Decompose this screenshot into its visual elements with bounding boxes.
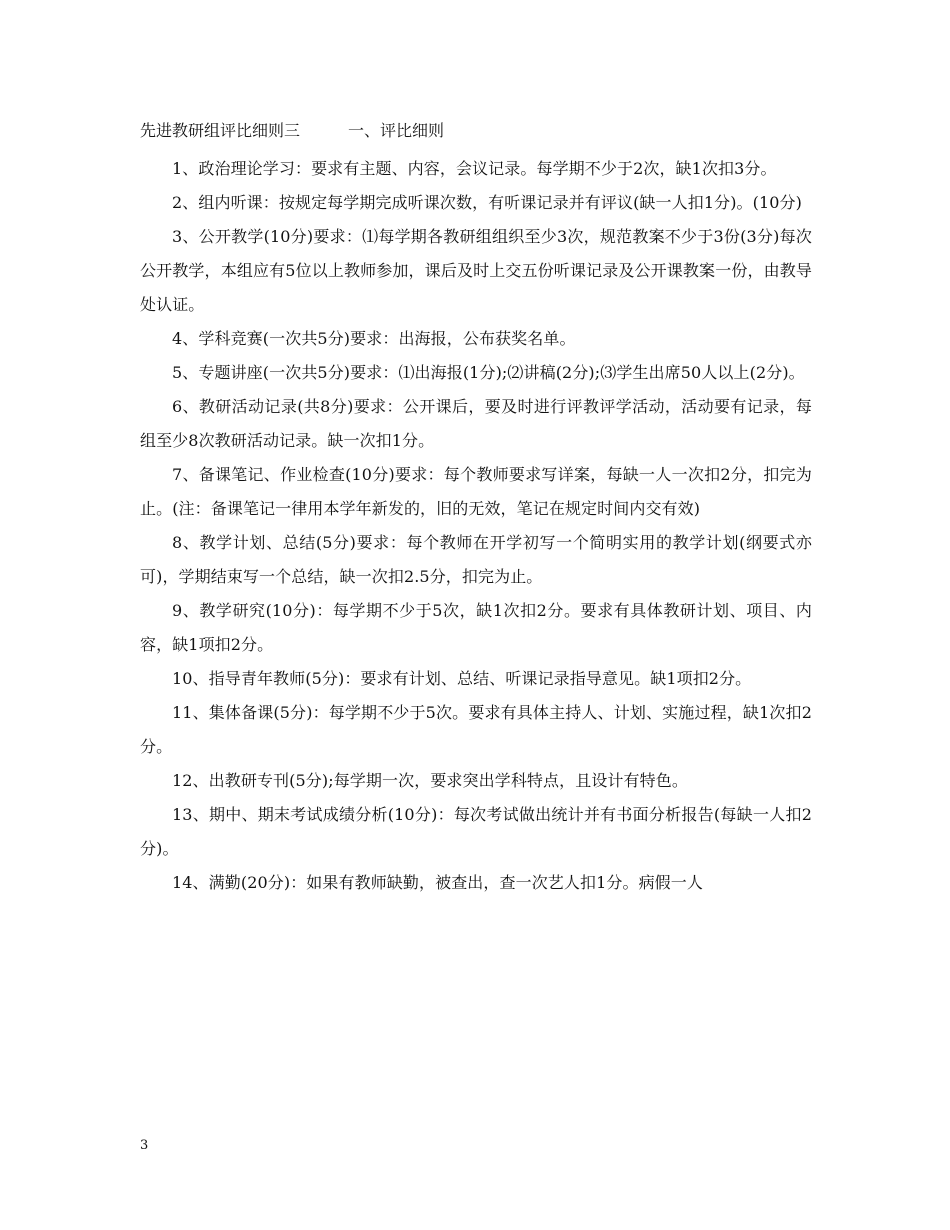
paragraph-2: 2、组内听课：按规定每学期完成听课次数，有听课记录并有评议(缺一人扣1分)。(10分)	[172, 193, 802, 212]
section-title: 一、评比细则	[348, 121, 445, 140]
document-title: 先进教研组评比细则三	[140, 121, 301, 140]
paragraph-7: 7、备课笔记、作业检查(10分)要求：每个教师要求写详案，每缺一人一次扣2分，扣完为止。(注：备课笔记一律用本学年新发的，旧的无效，笔记在规定时间内交有效)	[140, 465, 812, 518]
paragraph-6: 6、教研活动记录(共8分)要求：公开课后，要及时进行评教评学活动，活动要有记录，每组至少8次教研活动记录。缺一次扣1分。	[140, 397, 812, 450]
paragraph-5: 5、专题讲座(一次共5分)要求：⑴出海报(1分);⑵讲稿(2分);⑶学生出席50人以上(2分)。	[172, 363, 805, 382]
paragraph-4: 4、学科竞赛(一次共5分)要求：出海报，公布获奖名单。	[172, 329, 576, 348]
paragraph-11: 11、集体备课(5分)：每学期不少于5次。要求有具体主持人、计划、实施过程，缺1次扣2分。	[140, 703, 812, 756]
paragraph-13: 13、期中、期末考试成绩分析(10分)：每次考试做出统计并有书面分析报告(每缺一人扣2分)。	[140, 805, 812, 858]
document-heading	[140, 118, 812, 144]
paragraph-9: 9、教学研究(10分)：每学期不少于5次，缺1次扣2分。要求有具体教研计划、项目、内容，缺1项扣2分。	[140, 601, 812, 654]
paragraph-8: 8、教学计划、总结(5分)要求：每个教师在开学初写一个简明实用的教学计划(纲要式亦可)，学期结束写一个总结，缺一次扣2.5分，扣完为止。	[140, 533, 812, 586]
paragraph-14: 14、满勤(20分)：如果有教师缺勤，被查出，查一次艺人扣1分。病假一人	[172, 873, 703, 892]
paragraph-3: 3、公开教学(10分)要求：⑴每学期各教研组组织至少3次，规范教案不少于3份(3分)每次公开教学，本组应有5位以上教师参加，课后及时上交五份听课记录及公开课教案一份，由教导处认证。	[140, 227, 812, 314]
page-number: 3	[140, 1138, 149, 1153]
paragraph-12: 12、出教研专刊(5分);每学期一次，要求突出学科特点，且设计有特色。	[172, 771, 688, 790]
paragraph-10: 10、指导青年教师(5分)：要求有计划、总结、听课记录指导意见。缺1项扣2分。	[172, 669, 752, 688]
document-body	[140, 118, 812, 900]
paragraph-1: 1、政治理论学习：要求有主题、内容，会议记录。每学期不少于2次，缺1次扣3分。	[172, 159, 777, 178]
